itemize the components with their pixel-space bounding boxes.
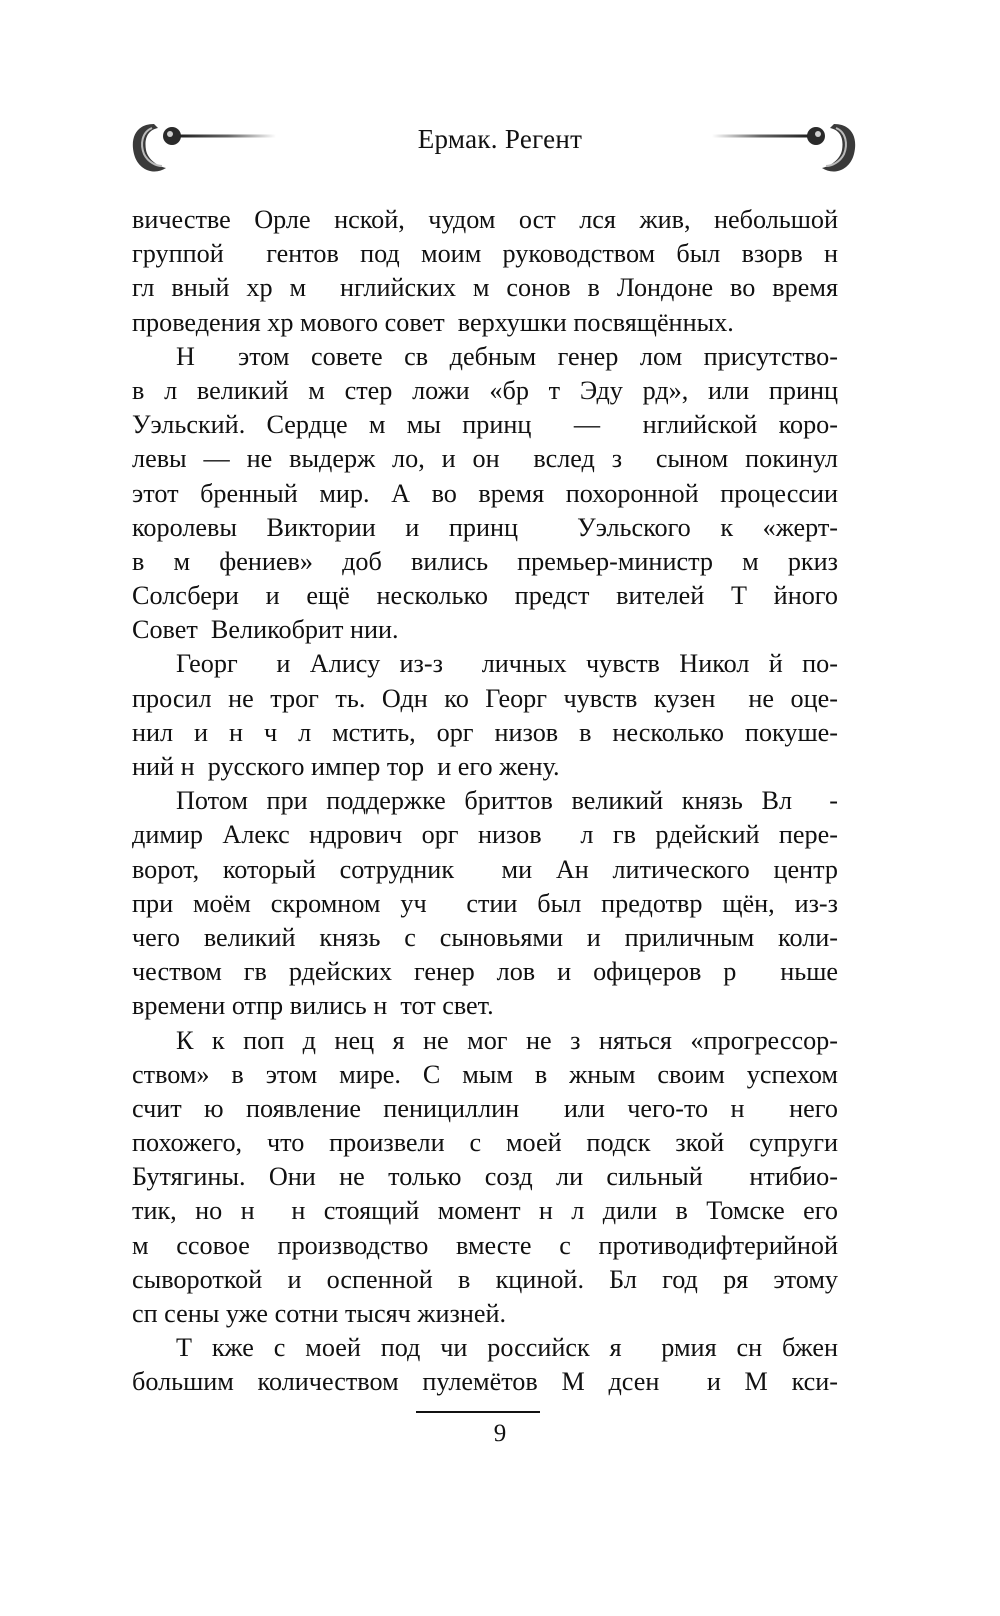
text-line: в м фениев» доб вились премьер-министр м ркиз [132,546,838,576]
text-line: ний н русского импер тор и его жену. [132,752,560,781]
text-line: димир Алекс ндрович орг низов л гв рдейский пере- [132,820,838,850]
text-line: чеством гв рдейских генер лов и офицеров р ньше [132,957,838,987]
text-line: ворот, который сотрудник ми Ан литического центр [132,854,838,884]
text-line: Бутягины. Они не только созд ли сильный нтибио- [132,1162,838,1192]
text-line: этот бренный мир. А во время похоронной процессии [132,478,838,508]
text-line: м ссовое производство вместе с противодифтерийной [132,1230,838,1260]
text-line: вичестве Орле нской, чудом ост лся жив, небольшой [132,205,838,234]
paragraph-first-line: Т кже с моей под чи российск я рмия сн бжен [176,1333,838,1363]
paragraph-first-line: К к поп д нец я не мог не з няться «прогрессор- [176,1025,838,1055]
text-line: в л великий м стер ложи «бр т Эду рд», или принц [132,375,838,405]
paragraph-first-line: Н этом совете св дебным генер лом присутство- [176,341,838,371]
text-line: сп сены уже сотни тысяч жизней. [132,1299,507,1328]
text-line: нил и н ч л мстить, орг низов в несколько покуше- [132,717,838,747]
footer-rule [416,1411,540,1413]
text-line: похожего, что произвели с моей подск зкой супруги [132,1128,838,1158]
text-line: Солсбери и ещё несколько предст вителей Т йного [132,581,838,611]
text-line: Совет Великобрит нии. [132,615,399,645]
page-header [0,108,1000,188]
text-line: Уэльский. Сердце м мы принц — нглийской коро- [132,410,838,440]
ornament-right-icon [710,108,860,188]
text-line: большим количеством пулемётов М дсен и М кси- [132,1367,838,1397]
text-line: сывороткой и оспенной в кциной. Бл год ря этому [132,1264,838,1294]
text-line: просил не трог ть. Одн ко Георг чувств кузен не оце- [132,683,838,713]
text-line: гл вный хр м нглийских м сонов в Лондоне во время [132,273,838,303]
paragraph-first-line: Георг и Алису из-з личных чувств Никол й по- [176,649,838,679]
page-number: 9 [493,1420,507,1447]
paragraph-first-line: Потом при поддержке бриттов великий князь Вл - [176,786,838,816]
text-line: счит ю появление пенициллин или чего-то н него [132,1093,838,1123]
text-line: тик, но н н стоящий момент н л дили в Томске его [132,1196,838,1226]
running-title: Ермак. Регент [417,124,583,154]
body-text [132,203,838,1400]
text-line: королевы Виктории и принц Уэльского к «жерт- [132,512,838,542]
text-line: левы — не выдерж ло, и он вслед з сыном покинул [132,444,838,474]
text-line: группой гентов под моим руководством был взорв н [132,239,838,269]
text-line: проведения хр мового совет верхушки посвящённых. [132,307,734,337]
text-line: времени отпр вились н тот свет. [132,991,494,1021]
text-line: при моём скромном уч стии был предотвр щён, из-з [132,888,838,918]
text-line: чего великий князь с сыновьями и приличным коли- [132,922,838,952]
text-line: ством» в этом мире. С мым в жным своим успехом [132,1059,838,1089]
